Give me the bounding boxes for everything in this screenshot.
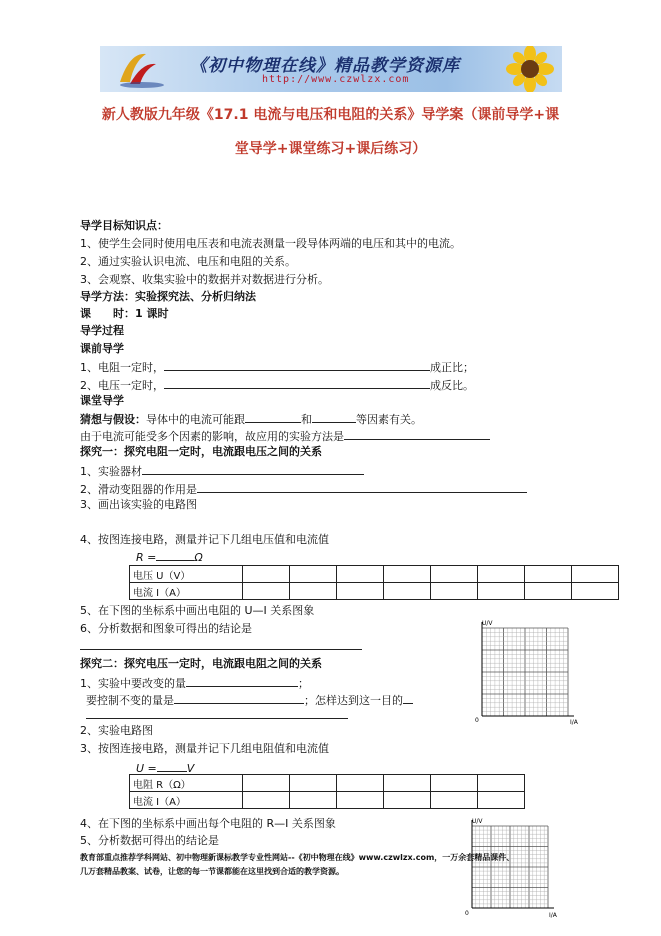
exp2-step-4: 4、在下图的坐标系中画出每个电阻的 R—I 关系图象 (80, 817, 336, 830)
voltage-unit: V (186, 762, 195, 775)
pre-q1-suffix: 成正比； (430, 361, 474, 374)
document-title-line-2: 堂导学+课堂练习+课后练习） (234, 141, 427, 157)
period-line: 课 时：1 课时 (80, 307, 169, 320)
table-cell[interactable] (572, 566, 619, 583)
table-cell[interactable] (384, 566, 431, 583)
table-row (130, 566, 619, 583)
exp2-step-2: 2、实验电路图 (80, 724, 153, 737)
resistance-unit: Ω (194, 551, 203, 564)
goals-heading: 导学目标知识点： (80, 219, 168, 232)
exp1-step-5: 5、在下图的坐标系中画出电阻的 U—I 关系图象 (80, 604, 315, 617)
banner-url: http://www.czwlzx.com (262, 74, 410, 85)
exp2-step-1b (86, 692, 413, 707)
answer-blank[interactable] (245, 411, 301, 423)
exp1-resistance-line (136, 549, 203, 564)
exp1-step-1-text: 1、实验器材 (80, 465, 142, 478)
table-cell[interactable] (384, 583, 431, 600)
pre-q1-prefix: 1、电阻一定时， (80, 361, 164, 374)
exp1-step-4: 4、按图连接电路，测量并记下几组电压值和电流值 (80, 533, 329, 546)
table-cell[interactable] (525, 566, 572, 583)
table-cell[interactable] (431, 792, 478, 809)
table-cell[interactable] (290, 566, 337, 583)
sunflower-icon (500, 46, 562, 92)
table-cell[interactable] (478, 775, 525, 792)
table-row (130, 775, 525, 792)
exp2-step-3: 3、按图连接电路，测量并记下几组电阻值和电流值 (80, 742, 329, 755)
pre-question-2 (80, 377, 474, 392)
pre-question-1 (80, 359, 474, 374)
goal-item: 1、使学生会同时使用电压表和电流表测量一段导体两端的电压和其中的电流。 (80, 237, 461, 250)
u-i-graph-1 (470, 616, 580, 731)
resistance-label: R = (136, 551, 157, 564)
table-cell[interactable] (384, 775, 431, 792)
pre-q2-prefix: 2、电压一定时， (80, 379, 164, 392)
y-axis-label: U/V (472, 818, 483, 825)
answer-blank[interactable] (142, 463, 364, 475)
graph-grid (472, 820, 554, 908)
table-cell[interactable] (478, 792, 525, 809)
goal-item: 3、会观察、收集实验中的数据并对数据进行分析。 (80, 273, 329, 286)
document-title-line-1: 新人教版九年级《17.1 电流与电压和电阻的关系》导学案（课前导学+课 (101, 107, 560, 123)
process-heading: 导学过程 (80, 324, 124, 337)
method-line: 导学方法：实验探究法、分析归纳法 (80, 290, 256, 303)
exp2-step-1 (80, 675, 309, 690)
hypothesis-text: 和 (301, 413, 312, 426)
exp1-step-1 (80, 463, 364, 478)
table-row-label: 电阻 R（Ω） (130, 775, 243, 792)
hypothesis-text: 导体中的电流可能跟 (146, 413, 245, 426)
hypothesis-line (80, 411, 422, 426)
table-cell[interactable] (243, 566, 290, 583)
header-banner (100, 46, 562, 92)
table-cell[interactable] (431, 566, 478, 583)
footer-line-1: 教育部重点推荐学科网站、初中物理新课标教学专业性网站--《初中物理在线》www.czwlzx.com，一万余套精品课件、 (80, 853, 515, 862)
answer-line[interactable] (86, 718, 348, 719)
origin-label: 0 (475, 717, 479, 724)
exp2-step-1-tail: ； (298, 677, 309, 690)
answer-blank[interactable] (197, 481, 527, 493)
exp2-data-table (129, 774, 525, 809)
table-cell[interactable] (431, 775, 478, 792)
answer-blank[interactable] (164, 359, 430, 371)
exp1-step-2 (80, 481, 527, 496)
goal-item: 2、通过实验认识电流、电压和电阻的关系。 (80, 255, 296, 268)
answer-blank[interactable] (344, 428, 490, 440)
answer-blank[interactable] (157, 760, 187, 772)
origin-label: 0 (465, 910, 469, 917)
table-cell[interactable] (243, 583, 290, 600)
table-cell[interactable] (243, 792, 290, 809)
exp2-step-1b-mid: ；怎样达到这一目的 (304, 694, 403, 707)
x-axis-label: I/A (549, 912, 557, 919)
table-row-label: 电流 I（A） (130, 792, 243, 809)
answer-blank[interactable] (156, 549, 194, 561)
exp2-heading: 探究二：探究电压一定时，电流跟电阻之间的关系 (80, 657, 322, 670)
footer-line-2: 几万套精品教案、试卷，让您的每一节课都能在这里找到合适的教学资源。 (80, 867, 344, 876)
table-row (130, 583, 619, 600)
table-row-label: 电流 I（A） (130, 583, 243, 600)
exp2-step-5: 5、分析数据可得出的结论是 (80, 834, 219, 847)
table-cell[interactable] (431, 583, 478, 600)
exp1-data-table (129, 565, 619, 600)
table-cell[interactable] (290, 583, 337, 600)
table-cell[interactable] (478, 566, 525, 583)
graph-grid (482, 622, 574, 716)
pre-q2-suffix: 成反比。 (430, 379, 474, 392)
table-cell[interactable] (384, 792, 431, 809)
exp2-voltage-line (136, 760, 194, 775)
table-cell[interactable] (290, 775, 337, 792)
pre-heading: 课前导学 (80, 342, 124, 355)
hypothesis-label: 猜想与假设： (80, 413, 146, 426)
exp2-step-1b-text: 要控制不变的量是 (86, 694, 174, 707)
table-row (130, 792, 525, 809)
table-cell[interactable] (337, 583, 384, 600)
answer-line[interactable] (80, 649, 362, 650)
answer-blank[interactable] (164, 377, 430, 389)
table-cell[interactable] (290, 792, 337, 809)
x-axis-label: I/A (570, 719, 578, 726)
class-heading: 课堂导学 (80, 394, 124, 407)
banner-title: 《初中物理在线》精品教学资源库 (190, 56, 460, 76)
table-cell[interactable] (337, 566, 384, 583)
table-cell[interactable] (478, 583, 525, 600)
y-axis-label: U/V (482, 620, 493, 627)
table-cell[interactable] (572, 583, 619, 600)
table-cell[interactable] (243, 775, 290, 792)
exp2-step-1-text: 1、实验中要改变的量 (80, 677, 186, 690)
table-cell[interactable] (337, 775, 384, 792)
experiment-method-line (80, 428, 490, 443)
answer-blank[interactable] (403, 692, 413, 704)
hypothesis-text: 等因素有关。 (356, 413, 422, 426)
experiment-method-text: 由于电流可能受多个因素的影响，故应用的实验方法是 (80, 430, 344, 443)
exp1-step-3: 3、画出该实验的电路图 (80, 498, 197, 511)
voltage-label: U = (136, 762, 157, 775)
answer-blank[interactable] (312, 411, 356, 423)
table-cell[interactable] (525, 583, 572, 600)
table-row-label: 电压 U（V） (130, 566, 243, 583)
site-logo-icon (112, 48, 172, 90)
exp1-step-6: 6、分析数据和图象可得出的结论是 (80, 622, 252, 635)
table-cell[interactable] (337, 792, 384, 809)
exp1-step-2-text: 2、滑动变阻器的作用是 (80, 483, 197, 496)
exp1-heading: 探究一：探究电阻一定时，电流跟电压之间的关系 (80, 445, 322, 458)
u-i-graph-2 (460, 814, 570, 922)
answer-blank[interactable] (174, 692, 304, 704)
answer-blank[interactable] (186, 675, 298, 687)
